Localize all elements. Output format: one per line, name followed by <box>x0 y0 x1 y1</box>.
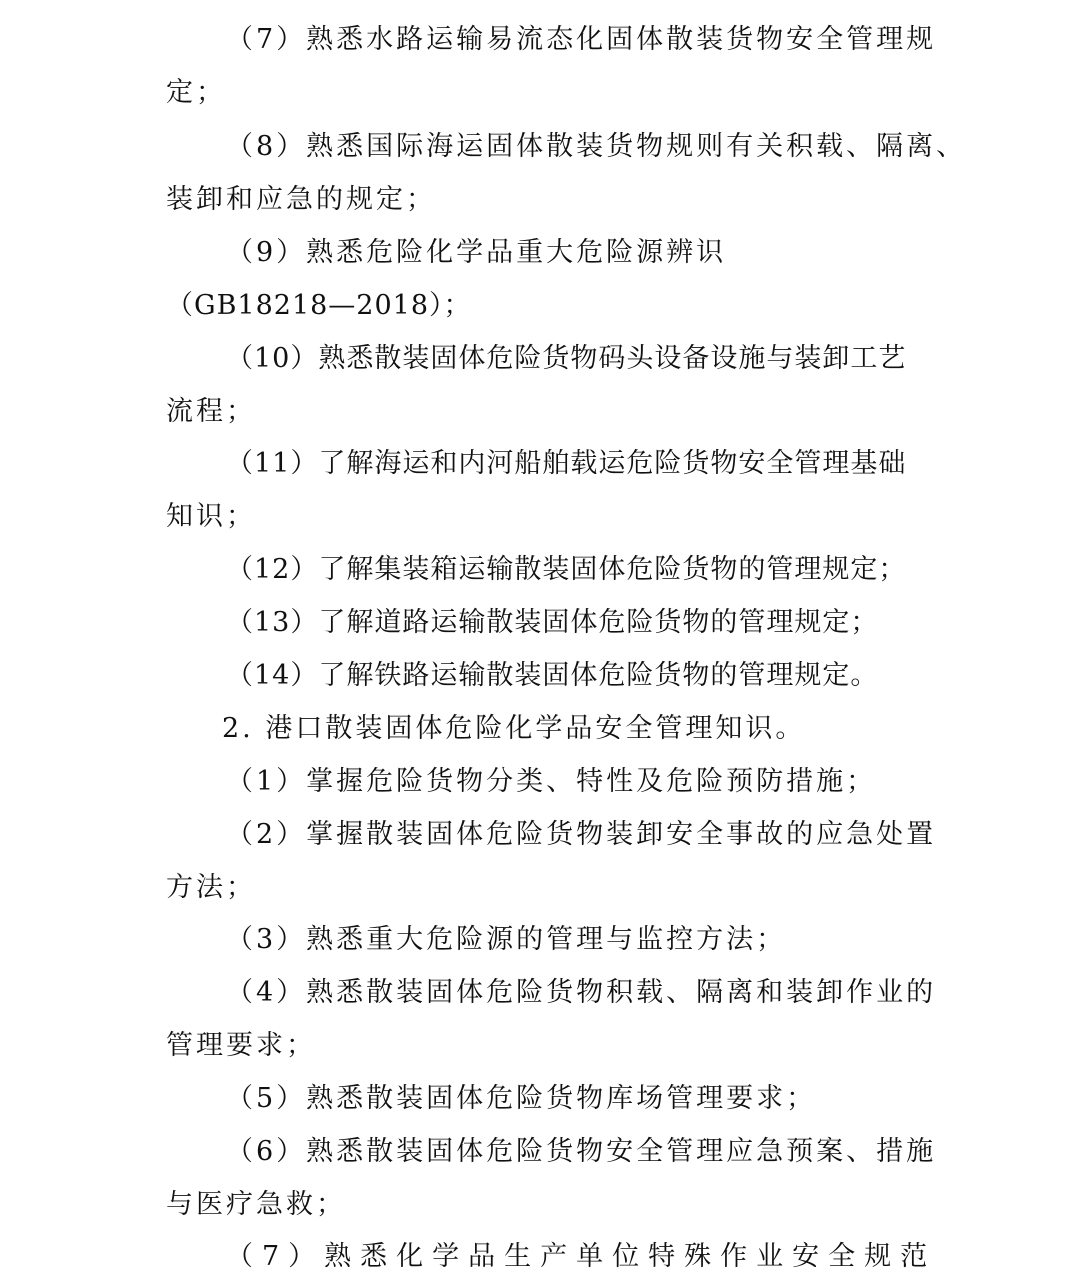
text-line: （5）熟悉散装固体危险货物库场管理要求； <box>226 1083 817 1114</box>
text-line: 知识； <box>166 501 256 532</box>
text-line: 与医疗急救； <box>166 1189 346 1220</box>
text-line: （2）掌握散装固体危险货物装卸安全事故的应急处置 <box>226 819 937 850</box>
text-line: （6）熟悉散装固体危险货物安全管理应急预案、措施 <box>226 1136 937 1167</box>
text-line: （13）了解道路运输散装固体危险货物的管理规定； <box>226 607 879 638</box>
text-line: （7）熟悉化学品生产单位特殊作业安全规范 <box>226 1241 937 1272</box>
text-line: 定； <box>166 77 226 108</box>
text-line: （GB18218—2018）； <box>166 290 472 321</box>
text-line: 装卸和应急的规定； <box>166 184 436 215</box>
text-line: （4）熟悉散装固体危险货物积载、隔离和装卸作业的 <box>226 977 937 1008</box>
text-line: （10）熟悉散装固体危险货物码头设备设施与装卸工艺 <box>226 343 907 374</box>
text-line: （11）了解海运和内河船舶载运危险货物安全管理基础 <box>226 448 907 479</box>
text-line: （1）掌握危险货物分类、特性及危险预防措施； <box>226 766 877 797</box>
text-line: （8）熟悉国际海运固体散装货物规则有关积载、隔离、 <box>226 131 967 162</box>
text-line: 管理要求； <box>166 1030 316 1061</box>
text-line: （14）了解铁路运输散装固体危险货物的管理规定。 <box>226 660 879 691</box>
text-line: 流程； <box>166 396 256 427</box>
text-line: （12）了解集装箱运输散装固体危险货物的管理规定； <box>226 554 907 585</box>
text-line: 方法； <box>166 872 256 903</box>
section-heading: 2. 港口散装固体危险化学品安全管理知识。 <box>222 713 806 744</box>
text-line: （7）熟悉水路运输易流态化固体散装货物安全管理规 <box>226 24 937 55</box>
text-line: （9）熟悉危险化学品重大危险源辨识 <box>226 237 727 268</box>
text-line: （3）熟悉重大危险源的管理与监控方法； <box>226 924 787 955</box>
